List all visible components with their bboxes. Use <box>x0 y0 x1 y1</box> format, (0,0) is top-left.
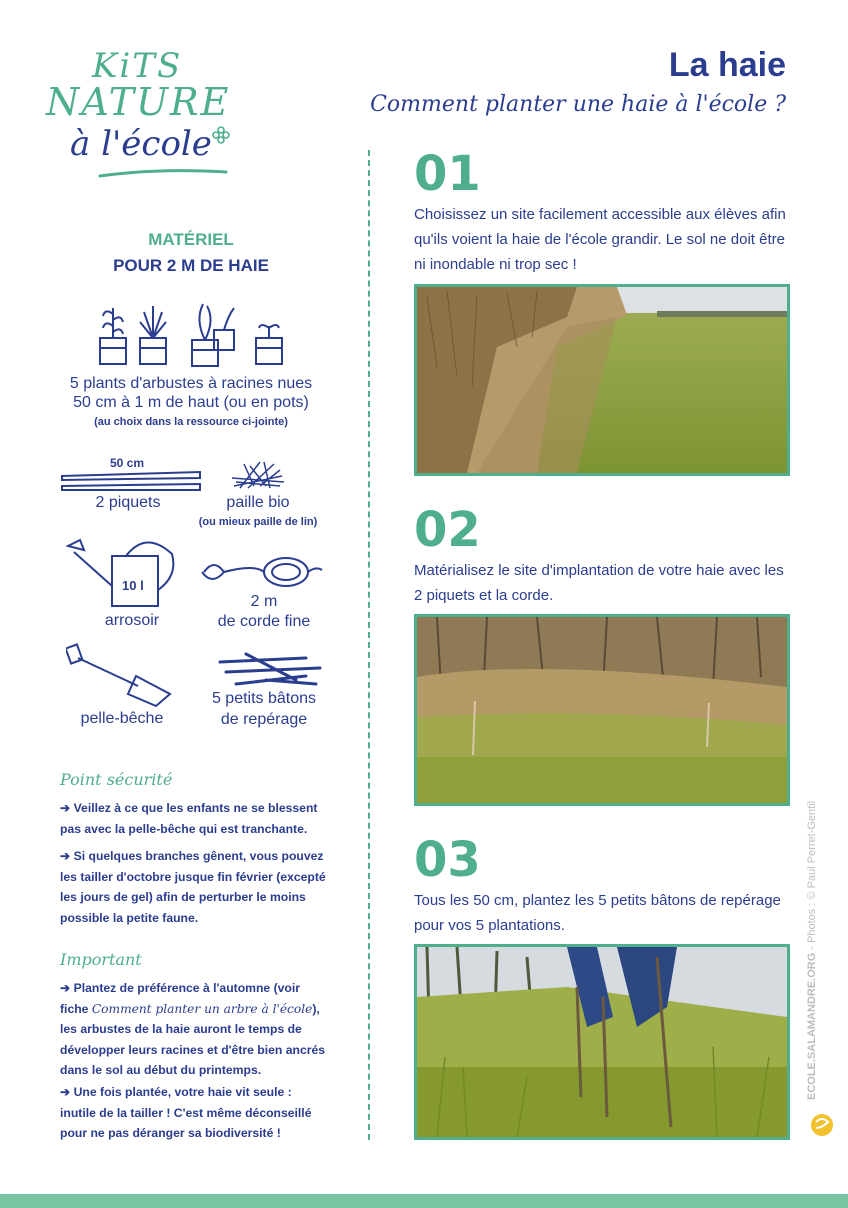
safety-bullet-1: ➔ Veillez à ce que les enfants ne se blessent pas avec la pelle-bêche qui est tranchante. <box>60 801 318 836</box>
logo-line-3: à l'école <box>70 124 212 164</box>
planting-sticks-photo <box>417 947 787 1137</box>
spade-icon <box>66 642 176 708</box>
sticks-icon <box>216 650 324 688</box>
salamandre-logo-icon <box>810 1110 834 1140</box>
page-subtitle: Comment planter une haie à l'école ? <box>370 92 786 117</box>
step-1-text: Choisissez un site facilement accessible aux élèves afin qu'ils voient la haie de l'école grandir. Le sol ne doit être ni inondable ni trop sec ! <box>414 206 786 273</box>
potted-plants-icon <box>96 290 288 370</box>
logo-underline <box>98 166 228 180</box>
logo-line-2: NATURE <box>46 80 231 124</box>
step-3-photo <box>414 944 790 1140</box>
kits-nature-logo <box>44 44 244 194</box>
flower-icon <box>212 126 230 144</box>
important-bullet-2: ➔ Une fois plantée, votre haie vit seule : inutile de la tailler ! C'est même déconseillé pour ne pas déranger sa biodiversité ! <box>60 1085 312 1140</box>
step-1-photo <box>414 284 790 476</box>
straw-label: paille bio <box>226 494 290 511</box>
stakes-dimension: 50 cm <box>110 456 145 470</box>
rope-icon <box>200 552 324 592</box>
photo-credit: ECOLE.SALAMANDRE.ORG - Photos : © Paul Perret-Gentil <box>806 800 818 1100</box>
stakes-in-field-photo <box>417 617 787 803</box>
stakes-icon <box>60 468 204 494</box>
column-divider <box>368 150 370 1140</box>
stakes-label: 2 piquets <box>95 494 161 511</box>
can-volume-label: 10 l <box>122 578 144 593</box>
step-1-number: 01 <box>414 146 481 202</box>
spade-label: pelle-bêche <box>80 710 164 727</box>
safety-bullet-2: ➔ Si quelques branches gênent, vous pouvez les tailler d'octobre jusque fin février (excepté les jours de gel) afin de perturber le moins possible la petite faune. <box>60 849 326 925</box>
step-2-text: Matérialisez le site d'implantation de votre haie avec les 2 piquets et la corde. <box>414 562 784 604</box>
sticks-label: 5 petits bâtons de repérage <box>211 690 317 728</box>
bottom-bar <box>0 1194 848 1208</box>
straw-note: (ou mieux paille de lin) <box>198 516 318 528</box>
page-title: La haie <box>668 46 786 84</box>
safety-title: Point sécurité <box>60 770 173 789</box>
important-title: Important <box>60 950 142 969</box>
step-2-photo <box>414 614 790 806</box>
materiel-subtitle: POUR 2 M DE HAIE <box>113 256 269 275</box>
rope-label: 2 m de corde fine <box>217 593 311 630</box>
materiel-title: MATÉRIEL <box>148 230 234 249</box>
logo-line-1: KiTS <box>92 46 183 86</box>
step-3-text: Tous les 50 cm, plantez les 5 petits bâtons de repérage pour vos 5 plantations. <box>414 892 781 934</box>
can-label: arrosoir <box>104 612 160 629</box>
straw-icon <box>230 456 286 490</box>
field-hedge-photo <box>417 287 787 473</box>
step-2-number: 02 <box>414 502 481 558</box>
plants-note: (au choix dans la ressource ci-jointe) <box>94 416 288 428</box>
step-3-number: 03 <box>414 832 481 888</box>
plants-description: 5 plants d'arbustes à racines nues 50 cm à 1 m de haut (ou en pots) <box>69 375 313 411</box>
watering-can-icon <box>66 538 176 610</box>
important-bullet-1: ➔ Plantez de préférence à l'automne (voir fiche Comment planter un arbre à l'école), les arbustes de la haie auront le temps de développer leurs racines et d'être bien ancrés dans le sol au début du printemps. <box>60 981 326 1077</box>
